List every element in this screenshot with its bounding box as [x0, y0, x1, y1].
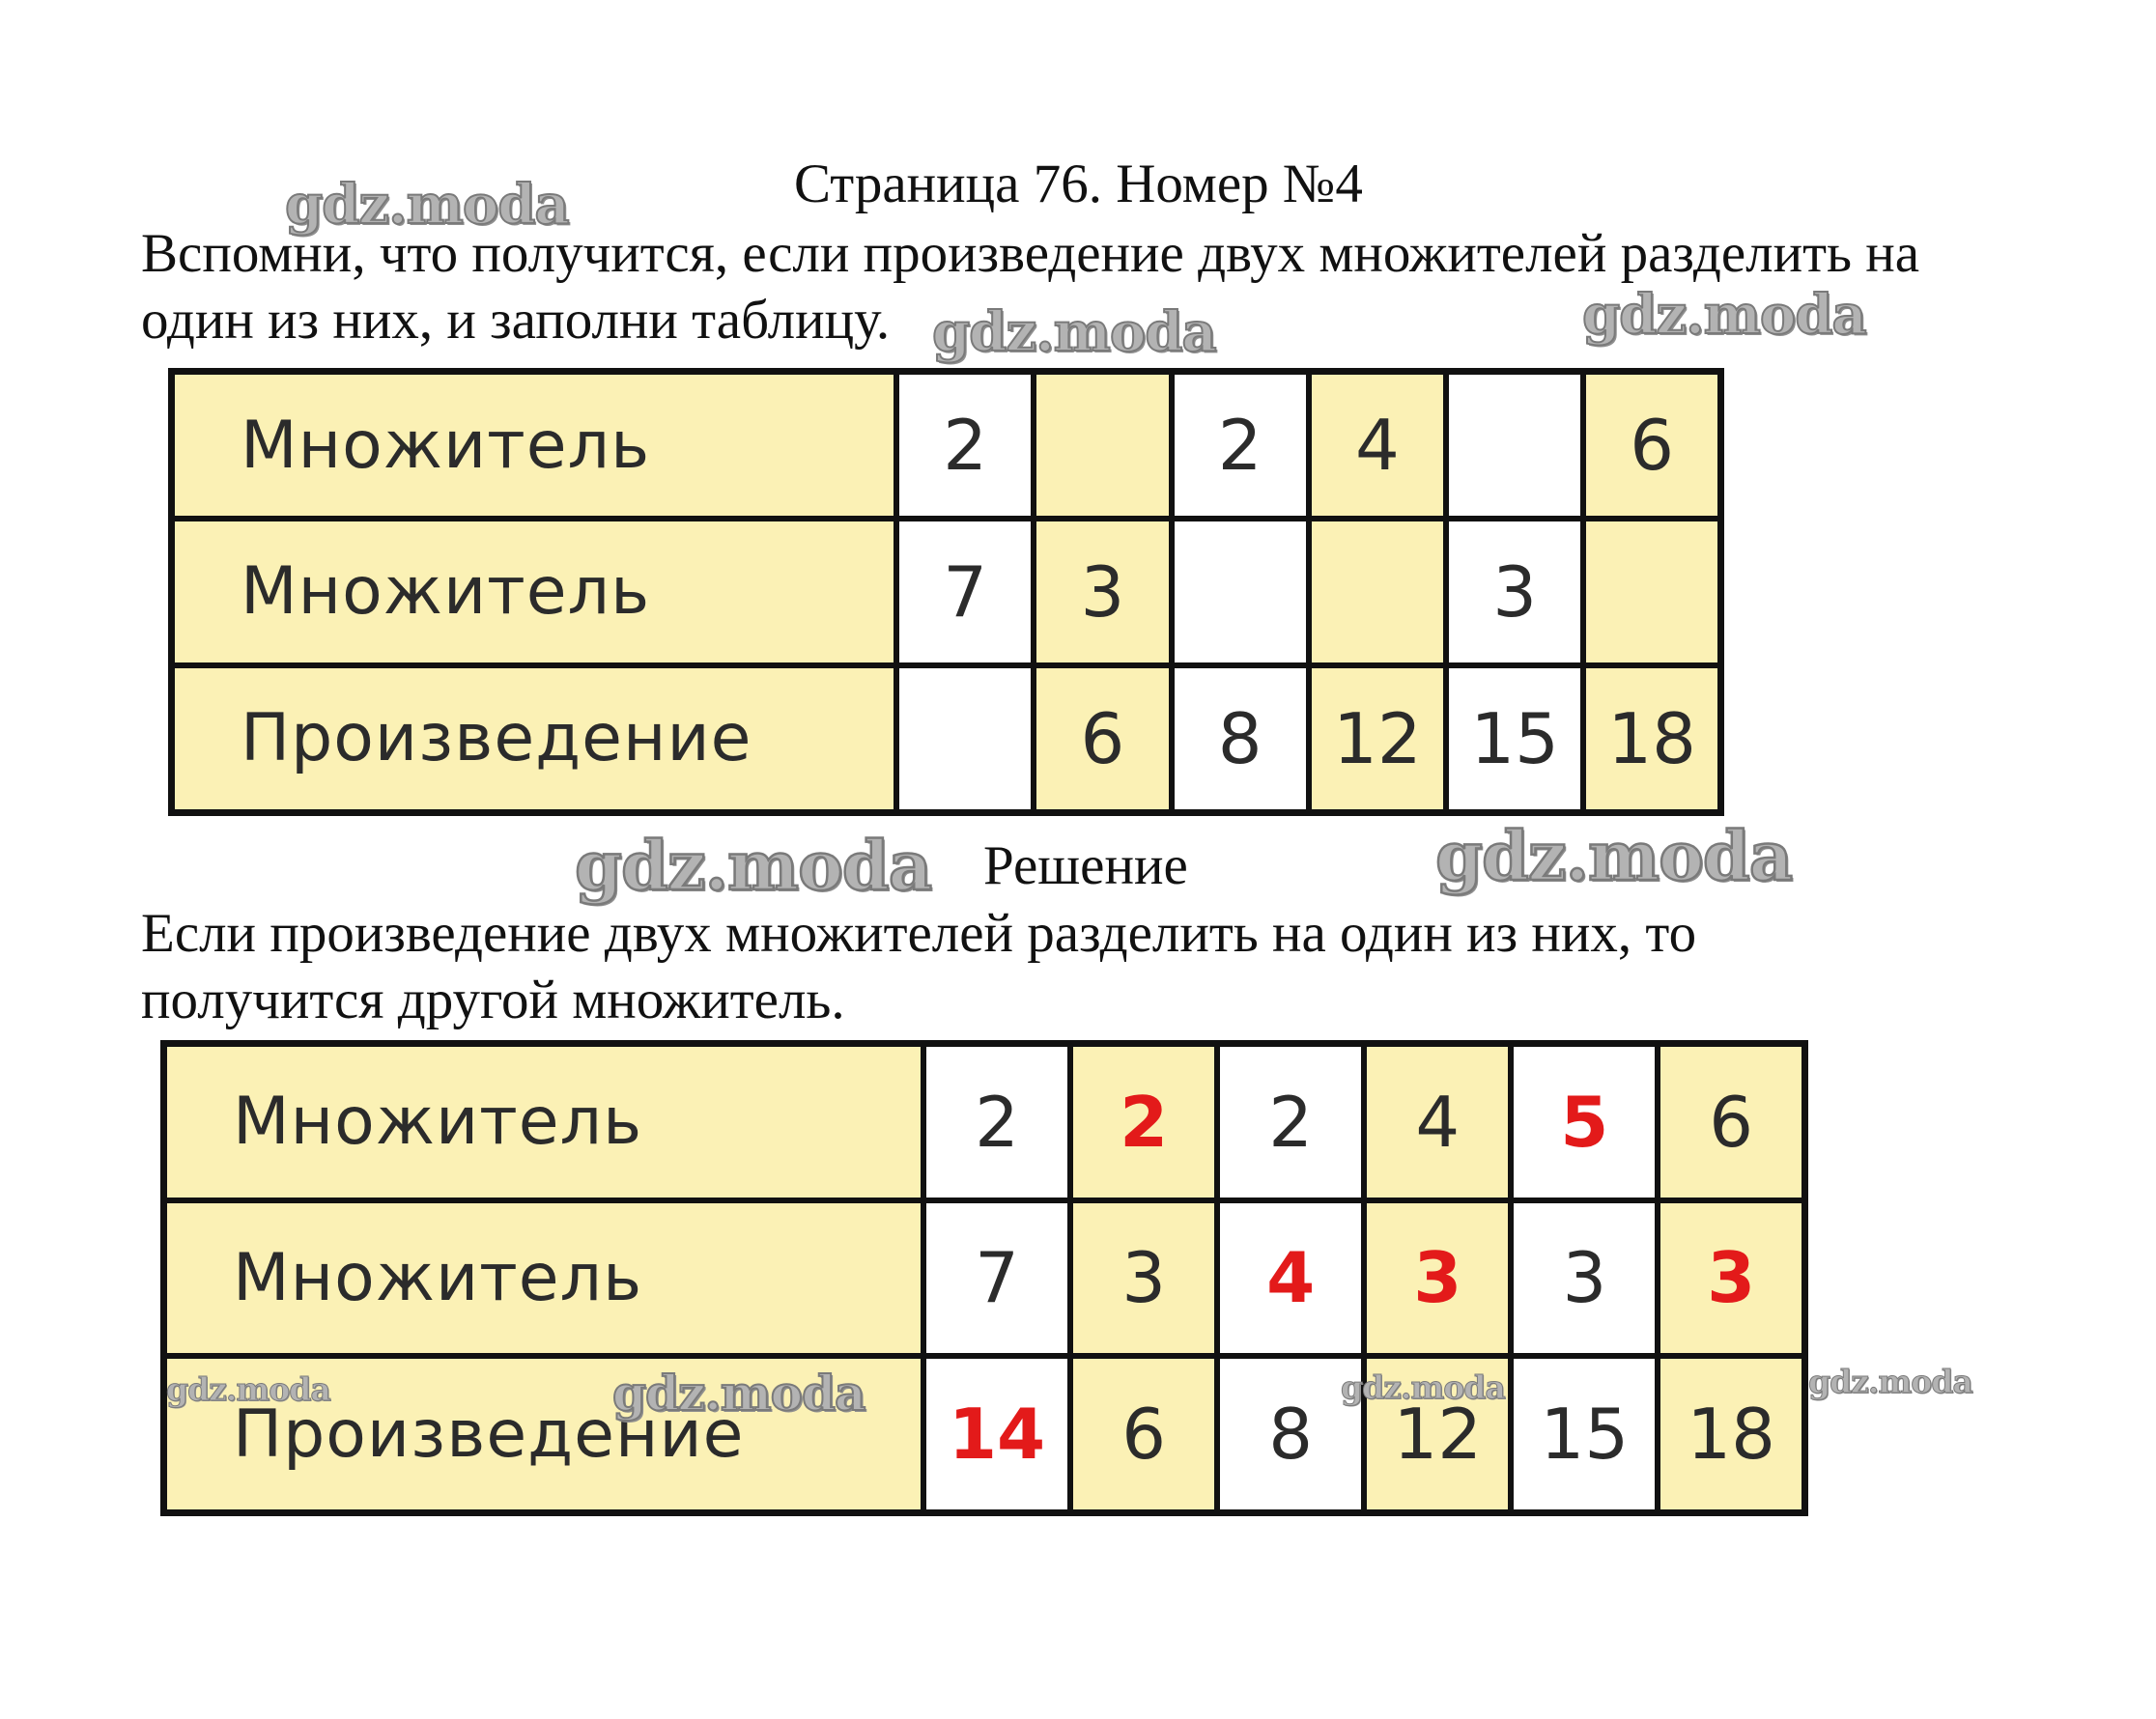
- table-cell: 3: [1446, 519, 1583, 665]
- table-cell: [1172, 519, 1309, 665]
- table-cell: [1309, 519, 1446, 665]
- table-cell: 18: [1658, 1356, 1804, 1512]
- row-label: Множитель: [172, 519, 897, 665]
- solution-heading: Решение: [983, 835, 1188, 896]
- watermark: gdz.moda: [285, 173, 569, 237]
- table-cell: 15: [1511, 1356, 1658, 1512]
- table-row: [164, 1356, 1805, 1512]
- table-cell: 6: [1658, 1044, 1804, 1200]
- task-text-line-1: Вспомни, что получится, если произведение двух множителей разделить на: [141, 223, 1920, 284]
- task-text-line-2: один из них, и заполни таблицу.: [141, 290, 891, 351]
- watermark: gdz.moda: [612, 1365, 865, 1422]
- table-cell: 7: [896, 519, 1034, 665]
- table-cell: 3: [1034, 519, 1171, 665]
- solution-table: [160, 1040, 1808, 1516]
- watermark: gdz.moda: [166, 1370, 330, 1408]
- table-cell: [1583, 519, 1720, 665]
- answer-cell: 3: [1364, 1200, 1511, 1356]
- answer-cell: 2: [1070, 1044, 1217, 1200]
- table-cell: [1034, 372, 1171, 520]
- table-cell: 4: [1364, 1044, 1511, 1200]
- row-label: Множитель: [164, 1044, 924, 1200]
- watermark: gdz.moda: [1341, 1368, 1505, 1406]
- answer-cell: 14: [923, 1356, 1070, 1512]
- table-row: [172, 519, 1721, 665]
- table-cell: 12: [1364, 1356, 1511, 1512]
- table-cell: 3: [1070, 1200, 1217, 1356]
- solution-text-line-1: Если произведение двух множителей разделить на один из них, то: [141, 903, 1697, 964]
- watermark: gdz.moda: [1435, 816, 1793, 896]
- table-row: [172, 372, 1721, 520]
- table-cell: 8: [1172, 665, 1309, 813]
- answer-cell: 4: [1217, 1200, 1364, 1356]
- table-cell: 18: [1583, 665, 1720, 813]
- table-cell: 3: [1511, 1200, 1658, 1356]
- table-cell: [1446, 372, 1583, 520]
- table-cell: 12: [1309, 665, 1446, 813]
- table-row: [172, 665, 1721, 813]
- row-label: Множитель: [172, 372, 897, 520]
- table-cell: 6: [1070, 1356, 1217, 1512]
- row-label: Множитель: [164, 1200, 924, 1356]
- table-cell: 2: [1172, 372, 1309, 520]
- watermark: gdz.moda: [575, 826, 932, 906]
- table-cell: 2: [896, 372, 1034, 520]
- row-label: Произведение: [164, 1356, 924, 1512]
- answer-cell: 3: [1658, 1200, 1804, 1356]
- problem-table: [168, 368, 1724, 816]
- table-row: [164, 1200, 1805, 1356]
- watermark: gdz.moda: [932, 300, 1216, 364]
- table-cell: 7: [923, 1200, 1070, 1356]
- row-label: Произведение: [172, 665, 897, 813]
- solution-text-line-2: получится другой множитель.: [141, 970, 845, 1030]
- table-cell: 2: [1217, 1044, 1364, 1200]
- watermark: gdz.moda: [1808, 1363, 1972, 1400]
- table-cell: [896, 665, 1034, 813]
- watermark: gdz.moda: [1582, 283, 1866, 347]
- table-cell: 2: [923, 1044, 1070, 1200]
- table-cell: 6: [1583, 372, 1720, 520]
- answer-cell: 5: [1511, 1044, 1658, 1200]
- table-cell: 15: [1446, 665, 1583, 813]
- table-row: [164, 1044, 1805, 1200]
- page-title: Страница 76. Номер №4: [794, 154, 1363, 214]
- table-cell: 8: [1217, 1356, 1364, 1512]
- table-cell: 4: [1309, 372, 1446, 520]
- table-cell: 6: [1034, 665, 1171, 813]
